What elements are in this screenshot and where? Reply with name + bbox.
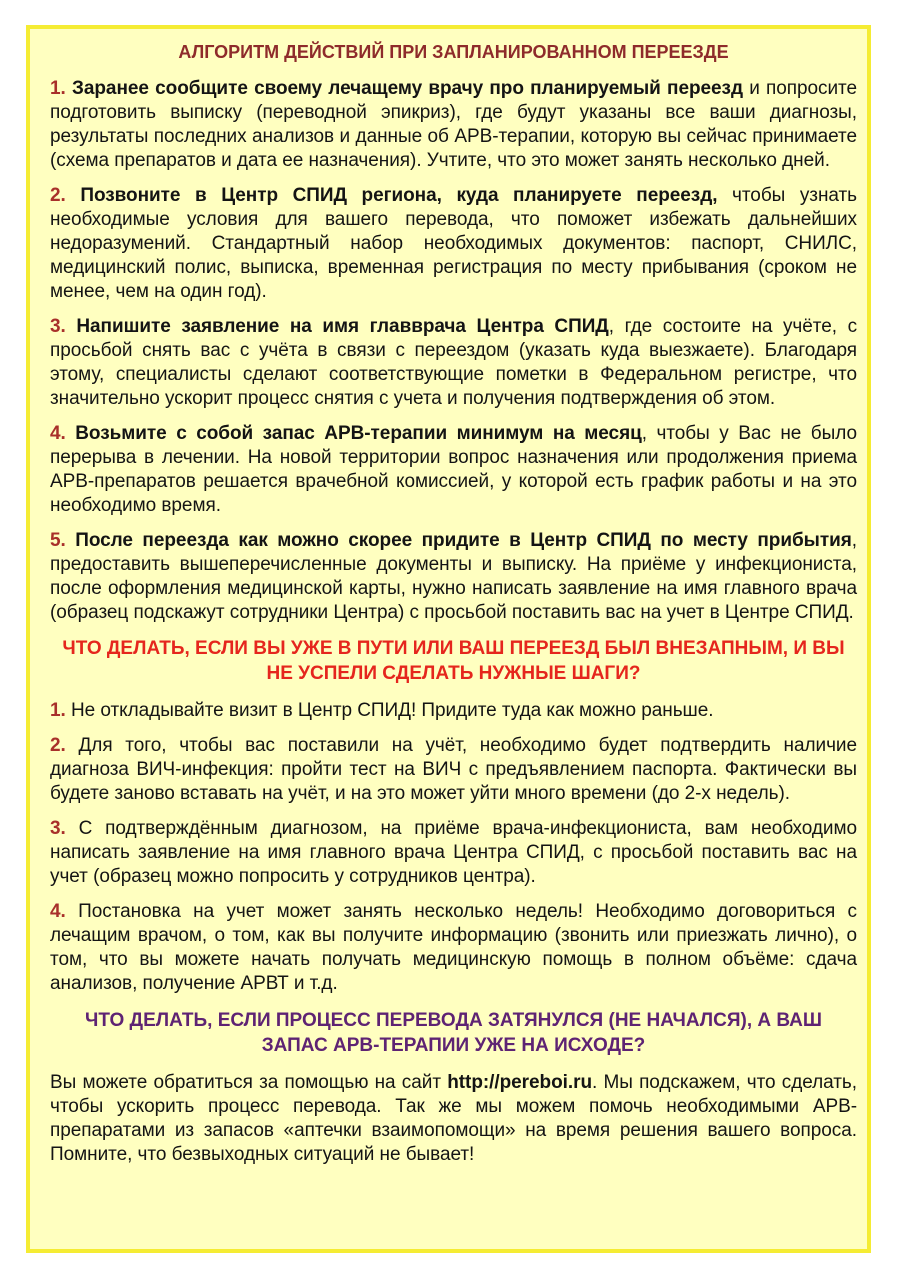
step-number: 2. [50,185,66,206]
step-number: 5. [50,530,66,551]
step-text: , где состоите на учёте, с просьбой снять вас с учёта в связи с переездом (указать куда выезжаете). Благодаря этому, специалисты сделают соответствующие пометки в Федеральном регистре, что значительно ускорит процесс снятия с учета и получения подтверждения об этом. [50,316,858,409]
step-lead: Возьмите с собой запас АРВ-терапии минимум на месяц [75,423,642,444]
step-text: Не откладывайте визит в Центр СПИД! Придите туда как можно раньше. [65,700,714,721]
pereboi-link[interactable]: http://pereboi.ru [447,1072,593,1093]
step-text: чтобы узнать необходимые условия для вашего перевода, что поможет избежать дальнейших недоразумений. Стандартный набор необходимых документов: паспорт, СНИЛС, медицинский полис, выписка, временная регистрация по месту прибывания (сроком не менее, чем на один год). [50,185,858,302]
sudden-move-heading: ЧТО ДЕЛАТЬ, ЕСЛИ ВЫ УЖЕ В ПУТИ ИЛИ ВАШ ПЕРЕЕЗД БЫЛ ВНЕЗАПНЫМ, И ВЫ НЕ УСПЕЛИ СДЕЛАТЬ НУЖНЫЕ ШАГИ? [62,638,845,684]
planned-step-4 [50,422,857,518]
step-lead: После переезда как можно скорее придите в Центр СПИД по месту прибытия [75,530,852,551]
step-text: Для того, чтобы вас поставили на учёт, необходимо будет подтвердить наличие диагноза ВИЧ-инфекция: пройти тест на ВИЧ с предъявлением паспорта. Фактически вы будете заново вставать на учёт, и на это может уйти много времени (до 2-х недель). [50,735,857,804]
delay-text-before: Вы можете обратиться за помощью на сайт [50,1072,448,1093]
planned-step-3 [50,315,857,411]
step-number: 2. [50,735,66,756]
leaflet-frame [26,25,871,1253]
step-number: 4. [50,901,66,922]
sudden-step-1 [50,699,857,723]
step-lead: Заранее сообщите своему лечащему врачу про планируемый переезд [72,78,743,99]
step-text: С подтверждённым диагнозом, на приёме врача-инфекциониста, вам необходимо написать заявление на имя главного врача Центра СПИД, с просьбой поставить вас на учет (образец можно попросить у сотрудников центра). [50,818,857,887]
step-text: , предоставить вышеперечисленные документы и выписку. На приёме у инфекциониста, после оформления медицинской карты, нужно написать заявление на имя главного врача (образец подскажут сотрудники Центра) с просьбой поставить вас на учет в Центре СПИД. [50,530,857,623]
delay-paragraph [50,1071,857,1167]
step-text: Постановка на учет может занять несколько недель! Необходимо договориться с лечащим врачом, о том, как вы получите информацию (звонить или приезжать лично), о том, что вы можете начать получать медицинскую помощь в полном объёме: сдача анализов, получение АРВТ и т.д. [50,901,857,994]
step-number: 3. [50,818,66,839]
step-number: 3. [50,316,66,337]
delay-heading: ЧТО ДЕЛАТЬ, ЕСЛИ ПРОЦЕСС ПЕРЕВОДА ЗАТЯНУЛСЯ (НЕ НАЧАЛСЯ), А ВАШ ЗАПАС АРВ-ТЕРАПИИ УЖЕ НА ИСХОДЕ? [85,1010,822,1056]
step-lead: Позвоните в Центр СПИД региона, куда планируете переезд, [80,185,718,206]
sudden-step-3 [50,817,857,889]
step-text: и попросите подготовить выписку (переводной эпикриз), где будут указаны все ваши диагнозы, результаты последних анализов и данные об АРВ-терапии, которую вы сейчас принимаете (схема препаратов и дата ее назначения). Учтите, что это может занять несколько дней. [50,78,857,171]
step-number: 4. [50,423,66,444]
planned-step-2 [50,184,857,304]
step-text: , чтобы у Вас не было перерыва в лечении. На новой территории вопрос назначения или продолжения приема АРВ-препаратов решается врачебной комиссией, у которой есть график работы и на это необходимо время. [50,423,857,516]
step-number: 1. [50,78,66,99]
planned-step-1 [50,77,857,173]
sudden-step-2 [50,734,857,806]
document-title: АЛГОРИТМ ДЕЙСТВИЙ ПРИ ЗАПЛАНИРОВАННОМ ПЕРЕЕЗДЕ [178,42,729,62]
step-lead: Напишите заявление на имя главврача Центра СПИД [76,316,609,337]
step-number: 1. [50,700,66,721]
delay-text-after: . Мы подскажем, что сделать, чтобы ускорить процесс перевода. Так же мы можем помочь необходимыми АРВ-препаратами из запасов «аптечки взаимопомощи» на время решения вашего вопроса. Помните, что безвыходных ситуаций не бывает! [50,1072,857,1165]
sudden-step-4 [50,900,857,996]
planned-step-5 [50,529,857,625]
